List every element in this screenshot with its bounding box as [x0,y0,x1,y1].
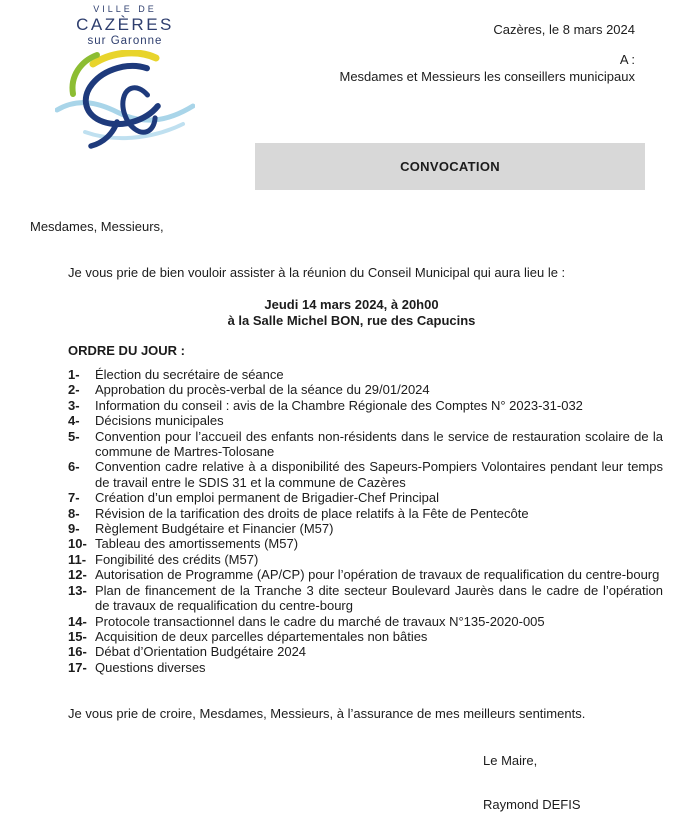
agenda-item-text: Tableau des amortissements (M57) [95,536,299,552]
meeting-location: à la Salle Michel BON, rue des Capucins [227,313,476,328]
agenda-item [68,398,663,413]
agenda-item [68,629,663,644]
agenda-item-number: 11- [68,551,87,567]
agenda-item-text: Débat d’Orientation Budgétaire 2024 [95,644,307,660]
meeting-datetime: Jeudi 14 mars 2024, à 20h00 [264,297,439,312]
signature-name: Raymond DEFIS [483,797,581,812]
intro-paragraph: Je vous prie de bien vouloir assister à la réunion du Conseil Municipal qui aura lieu le : [68,265,566,280]
agenda-item-number: 2- [68,382,80,398]
letterhead-sur-garonne: sur Garonne [87,35,163,47]
agenda-item-number: 7- [68,490,80,506]
agenda-item [68,583,663,614]
agenda-item-text: Plan de financement de la Tranche 3 dite secteur Boulevard Jaurès dans le cadre de l’opération de travaux de requalification du centre-bourg [95,582,663,614]
agenda-item [68,536,663,551]
agenda-item [68,429,663,460]
agenda-item-text: Fongibilité des crédits (M57) [95,551,259,567]
agenda-item-number: 12- [68,567,87,583]
agenda-item [68,459,663,490]
agenda-item-text: Autorisation de Programme (AP/CP) pour l’opération de travaux de requalification du centre-bourg [95,567,660,583]
agenda-item [68,552,663,567]
agenda-item-number: 9- [68,521,80,537]
agenda-item-number: 15- [68,628,87,644]
agenda-list [68,367,663,675]
recipient-label: A : [619,52,635,67]
agenda-item-text: Création d’un emploi permanent de Brigadier-Chef Principal [95,490,439,506]
agenda-item-number: 10- [68,536,87,552]
agenda-item-text: Convention pour l’accueil des enfants non-résidents dans le service de restauration scolaire de la commune de Martres-Tolosane [95,428,663,460]
convocation-banner [255,143,645,190]
signature-role: Le Maire, [483,753,538,768]
agenda-item [68,382,663,397]
letterhead-cazeres: CAZÈRES [76,15,174,34]
agenda-item-text: Protocole transactionnel dans le cadre du marché de travaux N°135-2020-005 [95,613,545,629]
agenda-item [68,567,663,582]
agenda-item-number: 13- [68,582,87,598]
closing-paragraph: Je vous prie de croire, Mesdames, Messieurs, à l’assurance de mes meilleurs sentiments. [68,706,586,721]
date-line: Cazères, le 8 mars 2024 [493,22,635,37]
agenda-item [68,367,663,382]
city-logo-icon [55,50,195,150]
agenda-item-number: 4- [68,413,80,429]
agenda-item-text: Révision de la tarification des droits de place relatifs à la Fête de Pentecôte [95,505,529,521]
agenda-item [68,521,663,536]
agenda-item-number: 17- [68,659,87,675]
agenda-item [68,614,663,629]
agenda-item-text: Convention cadre relative à a disponibilité des Sapeurs-Pompiers Volontaires pendant leur temps de travail entre le SDIS 31 et la commune de Cazères [95,459,663,490]
agenda-item-text: Élection du secrétaire de séance [95,367,284,382]
agenda-item [68,413,663,428]
salutation: Mesdames, Messieurs, [30,219,164,234]
yellow-arc-icon [93,53,156,64]
agenda-item-number: 1- [68,367,80,382]
agenda-item-text: Décisions municipales [95,413,224,429]
agenda-item-text: Approbation du procès-verbal de la séance du 29/01/2024 [95,382,430,398]
agenda-item-text: Information du conseil : avis de la Chambre Régionale des Comptes N° 2023-31-032 [95,397,583,413]
agenda-item-text: Règlement Budgétaire et Financier (M57) [95,521,334,537]
convocation-title: CONVOCATION [400,159,500,174]
agenda-item-number: 16- [68,644,87,660]
agenda-item [68,490,663,505]
agenda-heading: ORDRE DU JOUR : [68,343,186,358]
agenda-item-number: 14- [68,613,87,629]
agenda-item-text: Questions diverses [95,659,206,675]
meeting-details [68,297,635,329]
letterhead [58,4,192,47]
agenda-item [68,644,663,659]
agenda-item [68,660,663,675]
recipient-line: Mesdames et Messieurs les conseillers municipaux [339,69,635,84]
agenda-item-number: 5- [68,428,80,444]
letterhead-ville-de: VILLE DE [93,4,157,14]
agenda-item-number: 8- [68,505,80,521]
agenda-item [68,506,663,521]
agenda-item-number: 3- [68,397,80,413]
agenda-item-text: Acquisition de deux parcelles départementales non bâties [95,628,428,644]
agenda-item-number: 6- [68,459,80,475]
